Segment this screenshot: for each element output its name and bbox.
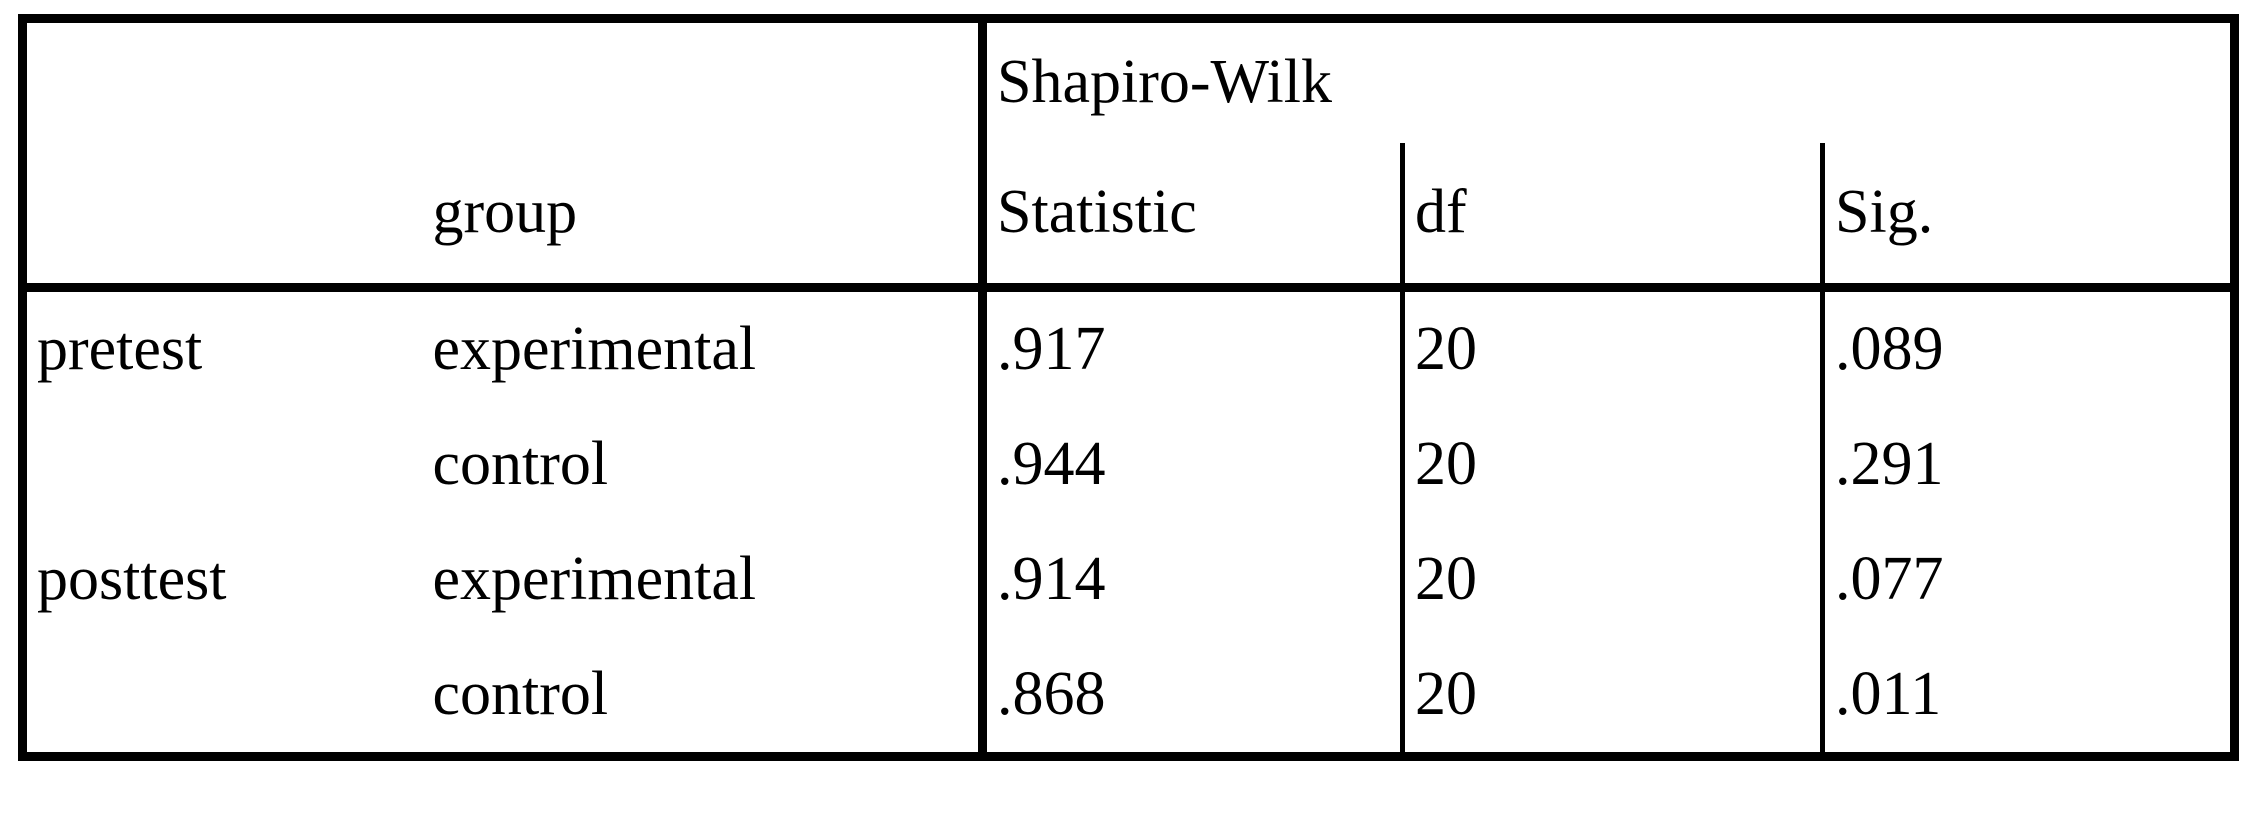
table-header-row-columns xyxy=(23,143,2235,288)
cell-sig: .077 xyxy=(1823,522,2235,637)
cell-variable xyxy=(23,637,423,757)
cell-statistic: .944 xyxy=(983,407,1403,522)
header-test-name: Shapiro-Wilk xyxy=(983,19,2235,144)
cell-df: 20 xyxy=(1403,522,1823,637)
cell-df: 20 xyxy=(1403,288,1823,408)
table-row xyxy=(23,407,2235,522)
cell-statistic: .917 xyxy=(983,288,1403,408)
table-header-row-span xyxy=(23,19,2235,144)
header-df: df xyxy=(1403,143,1823,288)
cell-df: 20 xyxy=(1403,407,1823,522)
cell-sig: .011 xyxy=(1823,637,2235,757)
cell-group: experimental xyxy=(423,522,983,637)
shapiro-wilk-table xyxy=(18,14,2239,761)
cell-variable: pretest xyxy=(23,288,423,408)
header-group-label: group xyxy=(423,143,983,288)
table-row xyxy=(23,522,2235,637)
cell-df: 20 xyxy=(1403,637,1823,757)
header-corner-blank-variable xyxy=(23,19,423,144)
header-statistic: Statistic xyxy=(983,143,1403,288)
header-sig: Sig. xyxy=(1823,143,2235,288)
cell-sig: .089 xyxy=(1823,288,2235,408)
cell-variable: posttest xyxy=(23,522,423,637)
header-blank-variable xyxy=(23,143,423,288)
cell-statistic: .914 xyxy=(983,522,1403,637)
cell-group: control xyxy=(423,407,983,522)
cell-sig: .291 xyxy=(1823,407,2235,522)
cell-group: experimental xyxy=(423,288,983,408)
cell-group: control xyxy=(423,637,983,757)
cell-variable xyxy=(23,407,423,522)
shapiro-wilk-table-container xyxy=(18,14,2230,761)
table-row xyxy=(23,288,2235,408)
header-corner-blank-group xyxy=(423,19,983,144)
cell-statistic: .868 xyxy=(983,637,1403,757)
table-row xyxy=(23,637,2235,757)
